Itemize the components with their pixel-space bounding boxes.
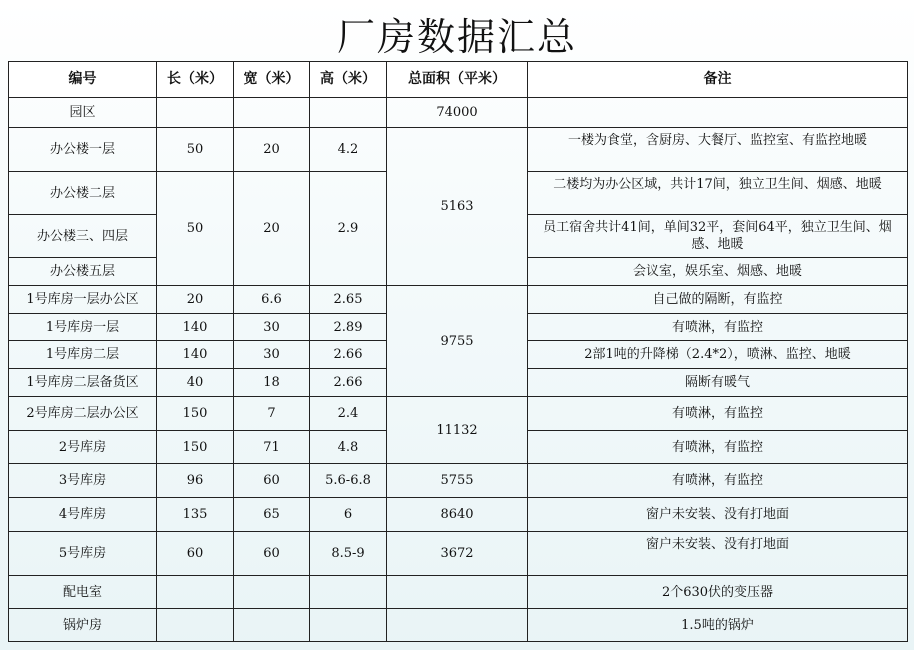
cell-name: 2号库房二层办公区 bbox=[9, 397, 157, 431]
factory-data-table bbox=[8, 61, 908, 642]
cell-name: 5号库房 bbox=[9, 532, 157, 576]
cell-width: 7 bbox=[234, 397, 310, 431]
cell-area: 74000 bbox=[387, 98, 528, 128]
cell-length: 20 bbox=[157, 286, 234, 314]
cell-height: 6 bbox=[310, 498, 387, 532]
page-title: 厂房数据汇总 bbox=[336, 15, 577, 59]
cell-note: 二楼均为办公区域，共计17间，独立卫生间、烟感、地暖 bbox=[528, 172, 908, 215]
cell-name: 1号库房二层备货区 bbox=[9, 369, 157, 397]
cell-height: 2.9 bbox=[310, 172, 387, 286]
header-notes: 备注 bbox=[528, 62, 908, 98]
cell-name: 配电室 bbox=[9, 576, 157, 609]
cell-width: 20 bbox=[234, 128, 310, 172]
cell-width bbox=[234, 98, 310, 128]
cell-height bbox=[310, 98, 387, 128]
cell-length: 50 bbox=[157, 172, 234, 286]
cell-name: 办公楼五层 bbox=[9, 258, 157, 286]
cell-width: 6.6 bbox=[234, 286, 310, 314]
cell-area: 8640 bbox=[387, 498, 528, 532]
cell-length: 140 bbox=[157, 314, 234, 341]
cell-area bbox=[387, 576, 528, 609]
cell-note: 有喷淋，有监控 bbox=[528, 431, 908, 464]
cell-height: 8.5-9 bbox=[310, 532, 387, 576]
cell-height: 2.89 bbox=[310, 314, 387, 341]
cell-width bbox=[234, 609, 310, 642]
header-width: 宽（米） bbox=[234, 62, 310, 98]
cell-area bbox=[387, 609, 528, 642]
cell-height: 2.66 bbox=[310, 341, 387, 369]
cell-length bbox=[157, 98, 234, 128]
table-row bbox=[9, 98, 908, 128]
cell-length: 135 bbox=[157, 498, 234, 532]
cell-name: 1号库房二层 bbox=[9, 341, 157, 369]
cell-area-warehouse-1: 9755 bbox=[387, 286, 528, 397]
table-row bbox=[9, 128, 908, 172]
header-height: 高（米） bbox=[310, 62, 387, 98]
table-row bbox=[9, 464, 908, 498]
cell-length bbox=[157, 576, 234, 609]
cell-height: 2.65 bbox=[310, 286, 387, 314]
cell-note: 会议室，娱乐室、烟感、地暖 bbox=[528, 258, 908, 286]
table-row bbox=[9, 576, 908, 609]
header-id: 编号 bbox=[9, 62, 157, 98]
cell-length: 150 bbox=[157, 397, 234, 431]
cell-width: 30 bbox=[234, 341, 310, 369]
cell-note: 有喷淋，有监控 bbox=[528, 464, 908, 498]
cell-note: 员工宿舍共计41间，单间32平，套间64平，独立卫生间、烟感、地暖 bbox=[528, 215, 908, 258]
cell-name: 园区 bbox=[9, 98, 157, 128]
cell-note: 隔断有暖气 bbox=[528, 369, 908, 397]
cell-height: 2.4 bbox=[310, 397, 387, 431]
cell-name: 4号库房 bbox=[9, 498, 157, 532]
header-row bbox=[9, 62, 908, 98]
cell-width: 60 bbox=[234, 464, 310, 498]
cell-width: 18 bbox=[234, 369, 310, 397]
cell-name: 1号库房一层 bbox=[9, 314, 157, 341]
cell-height bbox=[310, 609, 387, 642]
cell-width: 30 bbox=[234, 314, 310, 341]
cell-height: 4.8 bbox=[310, 431, 387, 464]
cell-height bbox=[310, 576, 387, 609]
cell-width: 65 bbox=[234, 498, 310, 532]
cell-height: 4.2 bbox=[310, 128, 387, 172]
cell-length: 150 bbox=[157, 431, 234, 464]
cell-note: 窗户未安装、没有打地面 bbox=[528, 498, 908, 532]
cell-name: 锅炉房 bbox=[9, 609, 157, 642]
cell-width: 71 bbox=[234, 431, 310, 464]
cell-length: 50 bbox=[157, 128, 234, 172]
table-row bbox=[9, 532, 908, 576]
header-total-area: 总面积（平米） bbox=[387, 62, 528, 98]
cell-width: 60 bbox=[234, 532, 310, 576]
cell-area: 3672 bbox=[387, 532, 528, 576]
cell-name: 办公楼三、四层 bbox=[9, 215, 157, 258]
cell-note: 自己做的隔断，有监控 bbox=[528, 286, 908, 314]
cell-length: 40 bbox=[157, 369, 234, 397]
cell-width bbox=[234, 576, 310, 609]
cell-note: 2个630伏的变压器 bbox=[528, 576, 908, 609]
cell-length: 96 bbox=[157, 464, 234, 498]
cell-height: 5.6-6.8 bbox=[310, 464, 387, 498]
cell-note bbox=[528, 98, 908, 128]
cell-width: 20 bbox=[234, 172, 310, 286]
table-row bbox=[9, 609, 908, 642]
cell-name: 3号库房 bbox=[9, 464, 157, 498]
cell-name: 2号库房 bbox=[9, 431, 157, 464]
cell-area-warehouse-2: 11132 bbox=[387, 397, 528, 464]
cell-note: 有喷淋，有监控 bbox=[528, 397, 908, 431]
cell-height: 2.66 bbox=[310, 369, 387, 397]
header-length: 长（米） bbox=[157, 62, 234, 98]
cell-length: 60 bbox=[157, 532, 234, 576]
cell-name: 1号库房一层办公区 bbox=[9, 286, 157, 314]
table-row bbox=[9, 397, 908, 431]
cell-name: 办公楼一层 bbox=[9, 128, 157, 172]
cell-note: 窗户未安装、没有打地面 bbox=[528, 532, 908, 576]
cell-area: 5755 bbox=[387, 464, 528, 498]
cell-note: 有喷淋，有监控 bbox=[528, 314, 908, 341]
cell-note: 1.5吨的锅炉 bbox=[528, 609, 908, 642]
cell-length: 140 bbox=[157, 341, 234, 369]
cell-note: 2部1吨的升降梯（2.4*2），喷淋、监控、地暖 bbox=[528, 341, 908, 369]
cell-length bbox=[157, 609, 234, 642]
cell-note: 一楼为食堂，含厨房、大餐厅、监控室、有监控地暖 bbox=[528, 128, 908, 172]
table-row bbox=[9, 498, 908, 532]
cell-area-office: 5163 bbox=[387, 128, 528, 286]
table-row bbox=[9, 286, 908, 314]
cell-name: 办公楼二层 bbox=[9, 172, 157, 215]
